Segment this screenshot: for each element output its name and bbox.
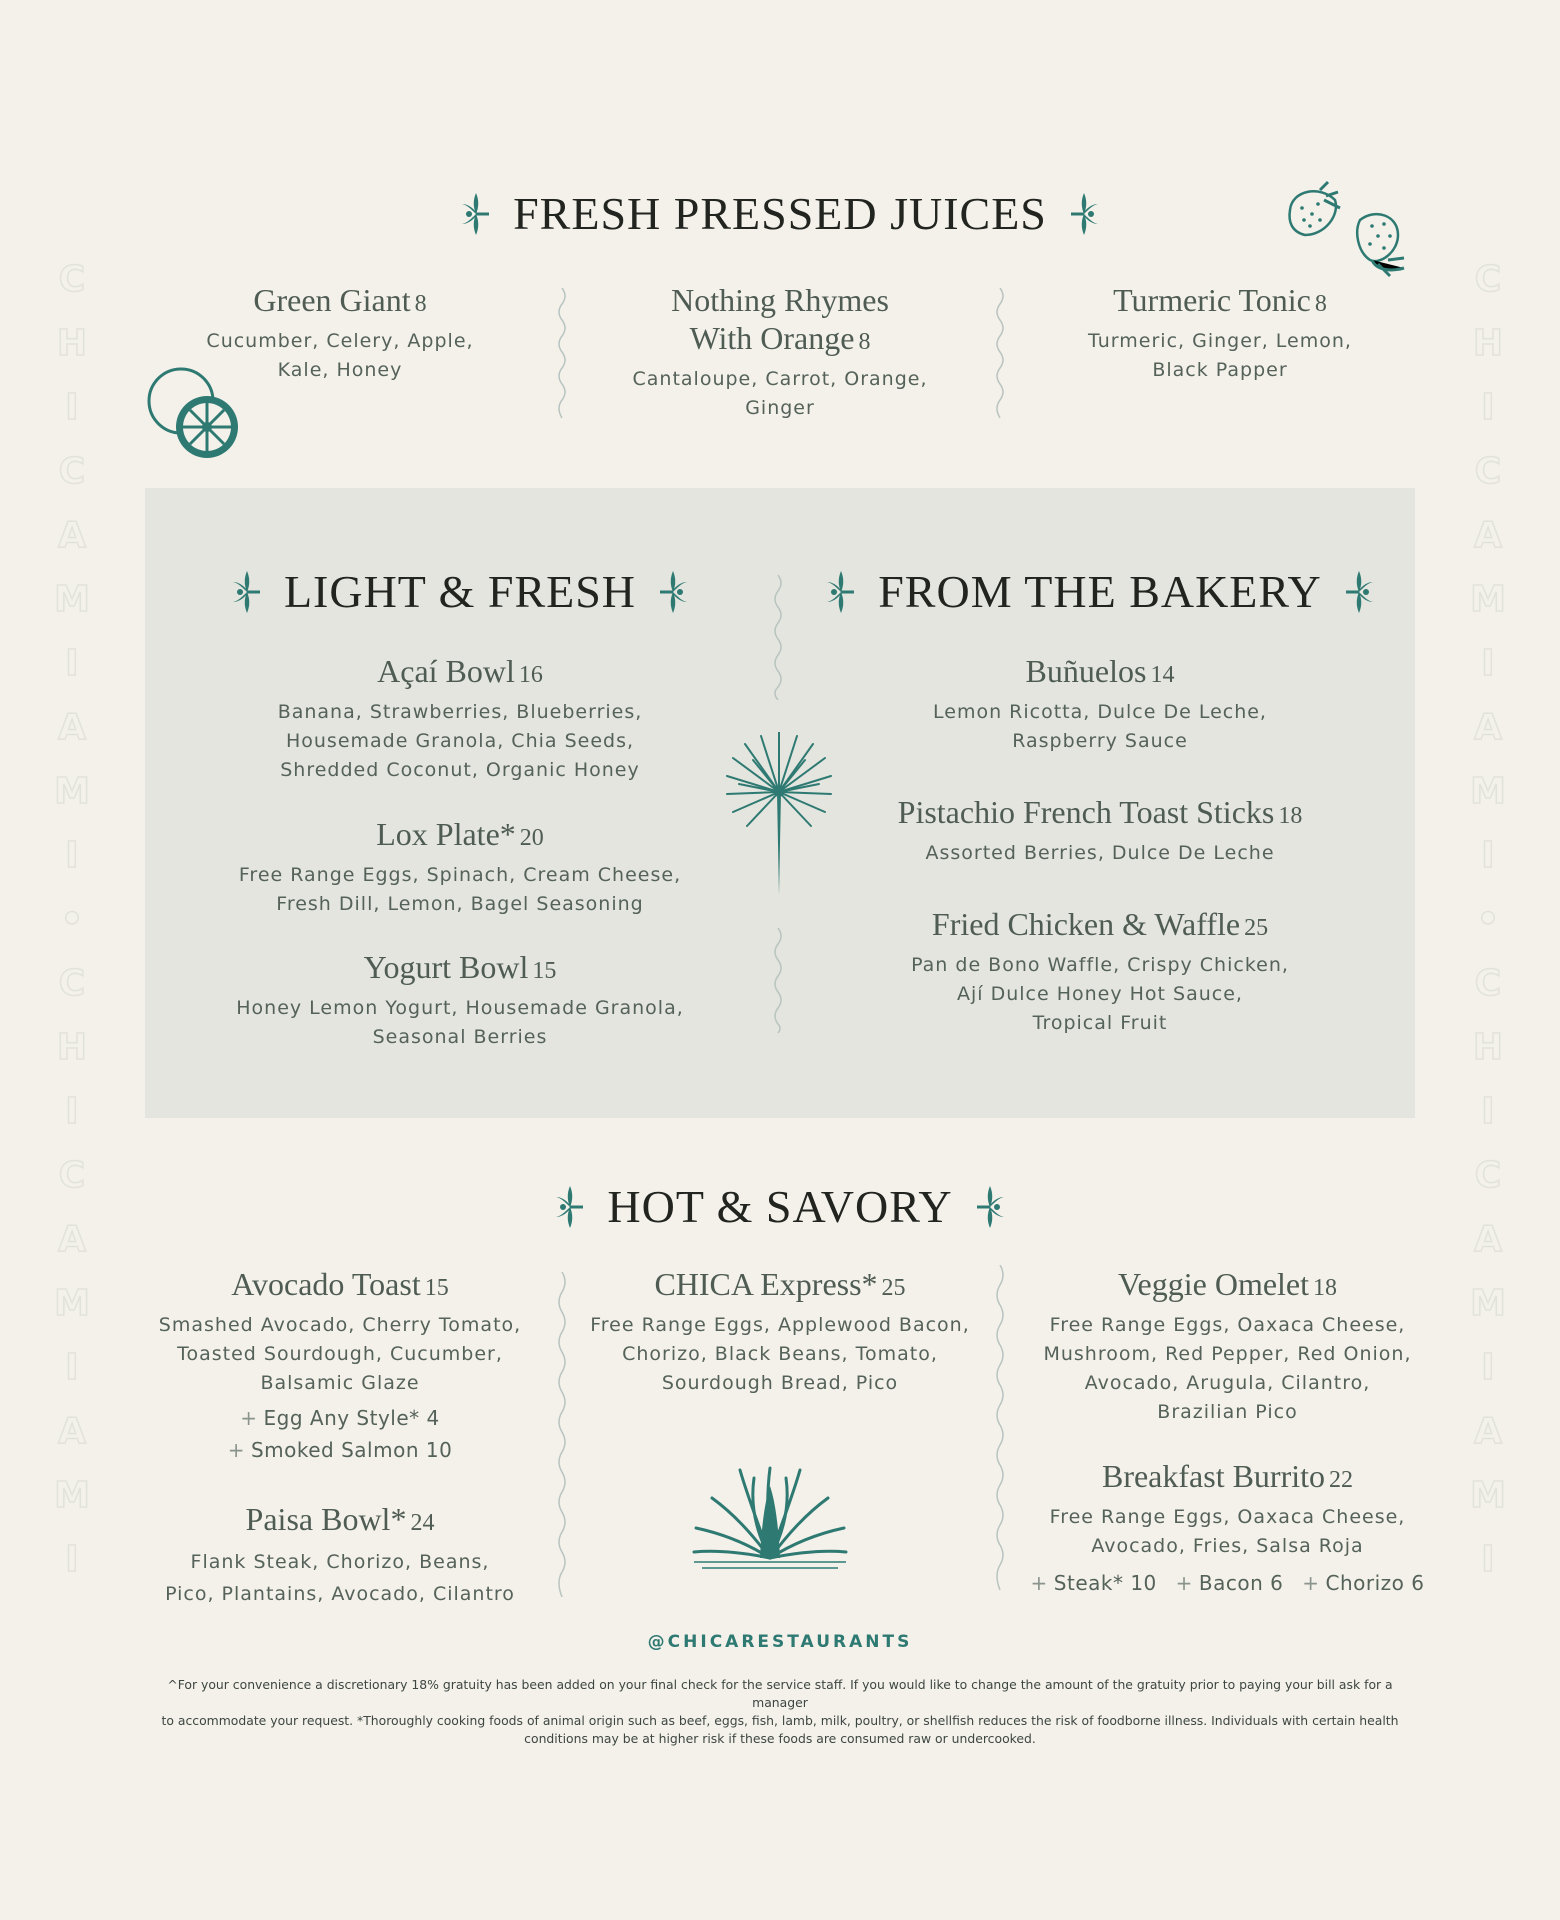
item-name: Veggie Omelet — [1117, 1266, 1310, 1302]
item-description: Free Range Eggs, Oaxaca Cheese, Avocado, Fries, Salsa Roja — [1049, 1506, 1406, 1557]
menu-item-fried-chicken-waffle — [815, 905, 1385, 1038]
leaf-flourish-icon — [461, 191, 491, 237]
column-divider — [772, 575, 784, 700]
item-description: Pan de Bono Waffle, Crispy Chicken, Ají Dulce Honey Hot Sauce, Tropical Fruit — [911, 954, 1289, 1034]
addon-option: + Smoked Salmon 10 — [227, 1438, 453, 1462]
social-handle: @CHICARESTAURANTS — [647, 1632, 913, 1652]
section-title: FROM THE BAKERY — [878, 566, 1322, 617]
item-price: 25 — [881, 1275, 906, 1301]
menu-item-acai-bowl — [175, 652, 745, 785]
item-price: 20 — [519, 825, 544, 851]
item-description: Smashed Avocado, Cherry Tomato, Toasted Sourdough, Cucumber, Balsamic Glaze — [158, 1314, 522, 1394]
leaf-flourish-icon — [975, 1184, 1005, 1230]
item-price: 24 — [410, 1510, 435, 1536]
item-description: Honey Lemon Yogurt, Housemade Granola, Seasonal Berries — [236, 997, 684, 1048]
section-title: LIGHT & FRESH — [283, 566, 637, 617]
item-price: 14 — [1150, 662, 1175, 688]
item-name: Buñuelos — [1025, 653, 1147, 689]
item-price: 18 — [1313, 1275, 1338, 1301]
column-divider — [556, 288, 568, 418]
item-price: 8 — [858, 329, 871, 355]
item-description: Turmeric, Ginger, Lemon, Black Papper — [1088, 330, 1352, 381]
leaf-flourish-icon — [826, 569, 856, 615]
hot-savory-heading — [0, 1180, 1560, 1233]
light-fresh-heading — [145, 565, 775, 618]
item-description: Flank Steak, Chorizo, Beans, Pico, Plantains, Avocado, Cilantro — [165, 1551, 515, 1605]
item-name: Breakfast Burrito — [1101, 1458, 1326, 1494]
menu-item-veggie-omelet — [1030, 1265, 1425, 1427]
item-description: Banana, Strawberries, Blueberries, Housemade Granola, Chia Seeds, Shredded Coconut, Organic Honey — [277, 701, 643, 781]
column-divider — [994, 288, 1006, 418]
item-name-line2: With Orange — [689, 320, 855, 356]
menu-item-yogurt-bowl — [175, 948, 745, 1052]
item-name: Açaí Bowl — [377, 653, 515, 689]
menu-item-pistachio-french-toast — [815, 793, 1385, 868]
column-divider — [994, 1265, 1006, 1590]
item-description: Lemon Ricotta, Dulce De Leche, Raspberry Sauce — [933, 701, 1267, 752]
lime-slice-illustration — [145, 365, 245, 465]
bakery-heading — [785, 565, 1415, 618]
item-name: Pistachio French Toast Sticks — [897, 794, 1275, 830]
item-price: 25 — [1244, 915, 1269, 941]
item-name: Green Giant — [253, 282, 411, 318]
column-divider — [772, 928, 784, 1033]
menu-item-chica-express — [585, 1265, 975, 1398]
strawberry-illustration — [1280, 180, 1420, 285]
section-title: FRESH PRESSED JUICES — [513, 188, 1047, 239]
item-price: 8 — [1314, 291, 1327, 317]
menu-item-nothing-rhymes — [590, 281, 970, 423]
item-name: Nothing Rhymes — [671, 282, 889, 318]
menu-item-bunuelos — [815, 652, 1385, 756]
leaf-flourish-icon — [1344, 569, 1374, 615]
item-description: Free Range Eggs, Applewood Bacon, Chorizo, Black Beans, Tomato, Sourdough Bread, Pico — [590, 1314, 970, 1394]
item-price: 15 — [424, 1275, 449, 1301]
leaf-flourish-icon — [1069, 191, 1099, 237]
item-description: Free Range Eggs, Oaxaca Cheese, Mushroom, Red Pepper, Red Onion, Avocado, Arugula, Cilantro, Brazilian Pico — [1043, 1314, 1412, 1423]
item-price: 15 — [532, 958, 557, 984]
gratuity-disclaimer: ^For your convenience a discretionary 18% gratuity has been added on your final check for the service staff. If you would like to change the amount of the gratuity prior to paying your bill ask for a manager to accommodate your request. *Thoroughly cooking foods of animal origin such as beef, eggs, fish, lamb, milk, poultry, or shellfish reduces the risk of foodborne illness. Individuals with certain health conditions may be at higher risk if these foods are consumed raw or undercooked. — [161, 1677, 1399, 1746]
side-watermark-right: C H I C A M I A M I • C H I C A M I A M I — [1470, 259, 1506, 1580]
item-name: Turmeric Tonic — [1113, 282, 1311, 318]
item-description: Cantaloupe, Carrot, Orange, Ginger — [632, 368, 928, 419]
menu-item-breakfast-burrito — [1030, 1457, 1425, 1599]
section-title: HOT & SAVORY — [607, 1181, 953, 1232]
menu-item-paisa-bowl — [145, 1500, 535, 1610]
leaf-flourish-icon — [555, 1184, 585, 1230]
agave-plant-illustration — [690, 1448, 850, 1570]
item-price: 16 — [518, 662, 543, 688]
menu-item-turmeric-tonic — [1030, 281, 1410, 385]
item-description: Free Range Eggs, Spinach, Cream Cheese, Fresh Dill, Lemon, Bagel Seasoning — [238, 864, 682, 915]
item-price: 18 — [1278, 803, 1303, 829]
item-name: Paisa Bowl* — [245, 1501, 407, 1537]
menu-item-lox-plate — [175, 815, 745, 919]
addon-option: + Egg Any Style* 4 — [240, 1406, 440, 1430]
item-description: Assorted Berries, Dulce De Leche — [925, 842, 1275, 864]
item-name: Fried Chicken & Waffle — [931, 906, 1241, 942]
side-watermark-left: C H I C A M I A M I • C H I C A M I A M I — [54, 259, 90, 1580]
item-price: 22 — [1329, 1467, 1354, 1493]
item-name: Avocado Toast — [231, 1266, 421, 1302]
menu-item-avocado-toast — [145, 1265, 535, 1466]
leaf-flourish-icon — [658, 569, 688, 615]
item-price: 8 — [414, 291, 427, 317]
item-name: CHICA Express* — [654, 1266, 878, 1302]
item-name: Yogurt Bowl — [363, 949, 529, 985]
column-divider — [556, 1272, 568, 1597]
item-name: Lox Plate* — [376, 816, 516, 852]
item-description: Cucumber, Celery, Apple, Kale, Honey — [206, 330, 474, 381]
palm-leaf-illustration — [725, 732, 833, 897]
addon-options: + Steak* 10 + Bacon 6 + Chorizo 6 — [1030, 1571, 1425, 1595]
leaf-flourish-icon — [232, 569, 262, 615]
